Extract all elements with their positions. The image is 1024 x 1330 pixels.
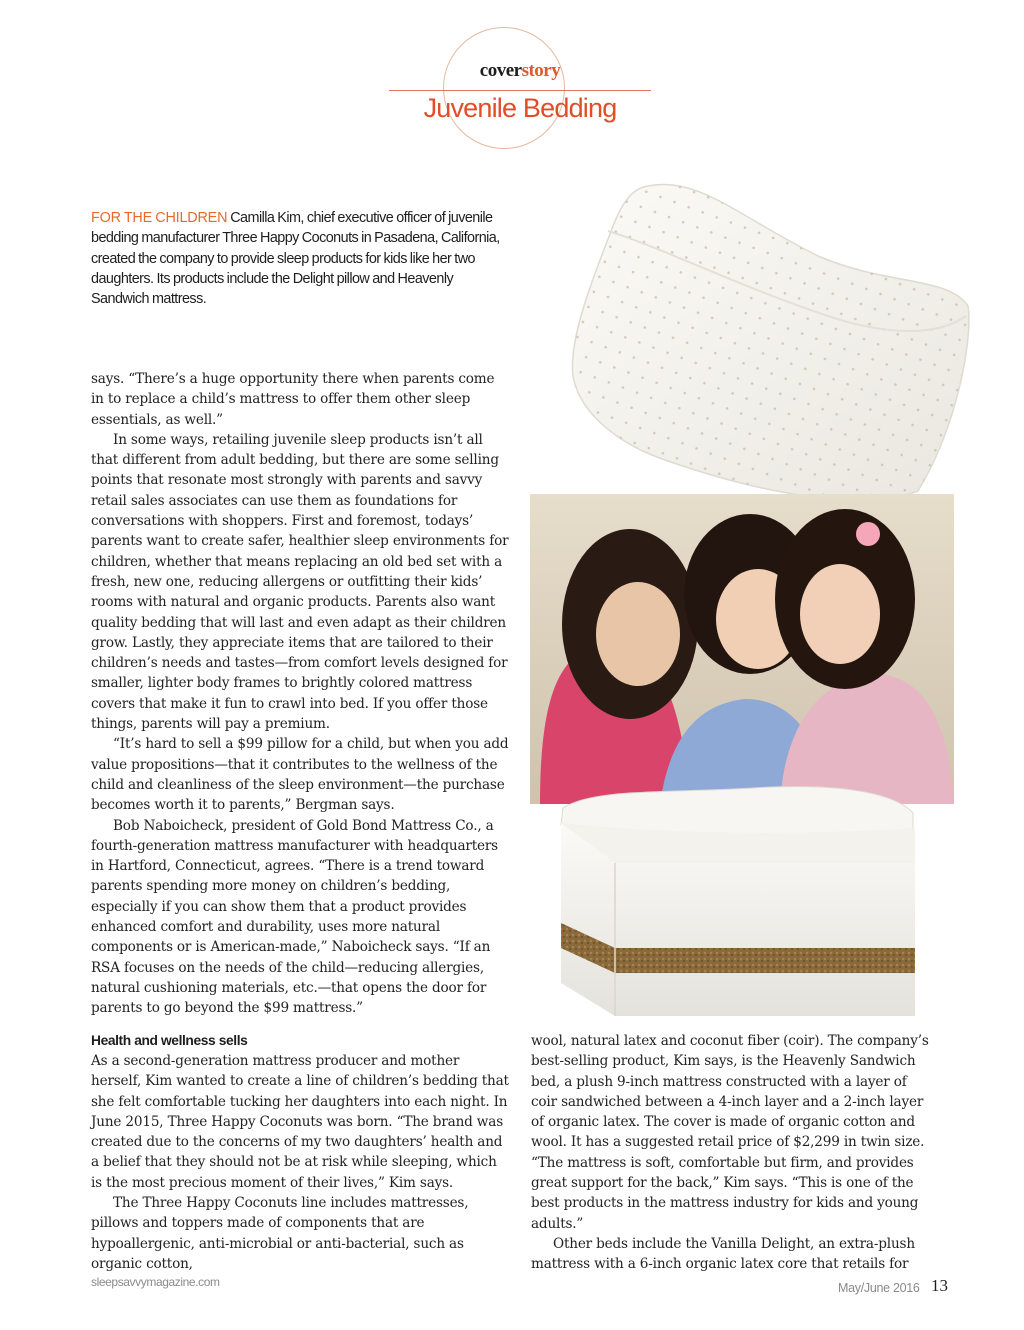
paragraph: “It’s hard to sell a $99 pillow for a child, but when you add value propositions—that it contributes to the wellness of the child and cleanliness of the sleep environment—the purchase becomes worth it to parents,” Bergman says. xyxy=(91,736,509,814)
photo-caption xyxy=(91,208,511,309)
paragraph: The Three Happy Coconuts line includes mattresses, pillows and toppers made of components that are hypoallergenic, anti-microbial or anti-bacterial, such as organic cotton, xyxy=(91,1195,469,1272)
section-label-part1: cover xyxy=(479,60,522,81)
paragraph: In some ways, retailing juvenile sleep products isn’t all that different from adult bedding, but there are some selling points that resonate most strongly with parents and savvy retail sales associates can use them as foundations for conversations with shoppers. First and foremost, todays’ parents want to create safer, healthier sleep environments for children, whether that means replacing an old bed set with a fresh, new one, reducing allergens or outfitting their kids’ rooms with natural and organic products. Parents also want quality bedding that will last and even adapt as their children grow. Lastly, they appreciate items that are tailored to their children’s needs and tastes—from comfort levels designed for smaller, lighter body frames to brightly colored mattress covers that make it fun to crawl into bed. If you offer those things, parents will pay a premium. xyxy=(91,431,509,733)
section-label-part2: story xyxy=(521,60,561,81)
paragraph: wool, natural latex and coconut fiber (coir). The company’s best-selling product, Kim says, is the Heavenly Sandwich bed, a plush 9-inch mattress constructed with a layer of coir sandwiched between a 4-inch layer and a 2-inch layer of organic latex. The cover is made of organic cotton and wool. It has a suggested retail price of $2,299 in twin size. “The mattress is soft, comfortable but firm, and provides great support for the back,” Kim says. “This is one of the best products in the mattress industry for kids and young adults.” xyxy=(531,1033,929,1232)
body-column-right xyxy=(531,1031,935,1275)
body-column-top xyxy=(91,369,509,1019)
page-number: 13 xyxy=(931,1276,948,1295)
pillow-image xyxy=(568,176,973,506)
subhead-wrapper xyxy=(91,1031,509,1051)
paragraph: As a second-generation mattress producer and mother herself, Kim wanted to create a line of children’s bedding that she felt comfortable tucking her daughters into each night. In June 2015, Three Happy Coconuts was born. “The brand was created due to the concerns of my two daughters’ health and a belief that they should not be at risk while sleeping, which is the most precious moment of their lives,” Kim says. xyxy=(91,1053,509,1191)
paragraph: Bob Naboicheck, president of Gold Bond Mattress Co., a fourth-generation mattress manufacturer with headquarters in Hartford, Connecticut, agrees. “There is a trend toward parents spending more money on children’s bedding, especially if you can show them that a product provides enhanced comfort and durability, uses more natural components or is American-made,” Naboicheck says. “If an RSA focuses on the needs of the child—reducing allergies, natural cushioning materials, etc.—that opens the door for parents to go beyond the $99 mattress.” xyxy=(91,817,498,1017)
header-circle-ornament xyxy=(443,27,565,149)
body-column-left xyxy=(91,1051,509,1274)
section-label xyxy=(389,60,651,82)
family-photo xyxy=(530,494,954,804)
section-subhead: Health and wellness sells xyxy=(91,1033,248,1048)
footer-website: sleepsavvymagazine.com xyxy=(91,1275,220,1289)
caption-text: Camilla Kim, chief executive officer of juvenile bedding manufacturer Three Happy Coconuts in Pasadena, California, created the company to provide sleep products for kids like her two daughters. Its products include the Delight pillow and Heavenly Sandwich mattress. xyxy=(91,210,500,308)
mattress-image xyxy=(553,783,919,1016)
caption-lead: FOR THE CHILDREN xyxy=(91,210,228,226)
footer-issue-date: May/June 2016 xyxy=(838,1281,920,1295)
paragraph: Other beds include the Vanilla Delight, an extra-plush mattress with a 6-inch organic latex core that retails for xyxy=(531,1235,915,1273)
page-title: Juvenile Bedding xyxy=(423,93,617,123)
paragraph: says. “There’s a huge opportunity there when parents come in to replace a child’s mattress to offer them other sleep essentials, as well.” xyxy=(91,371,495,428)
header-rule xyxy=(389,90,651,91)
